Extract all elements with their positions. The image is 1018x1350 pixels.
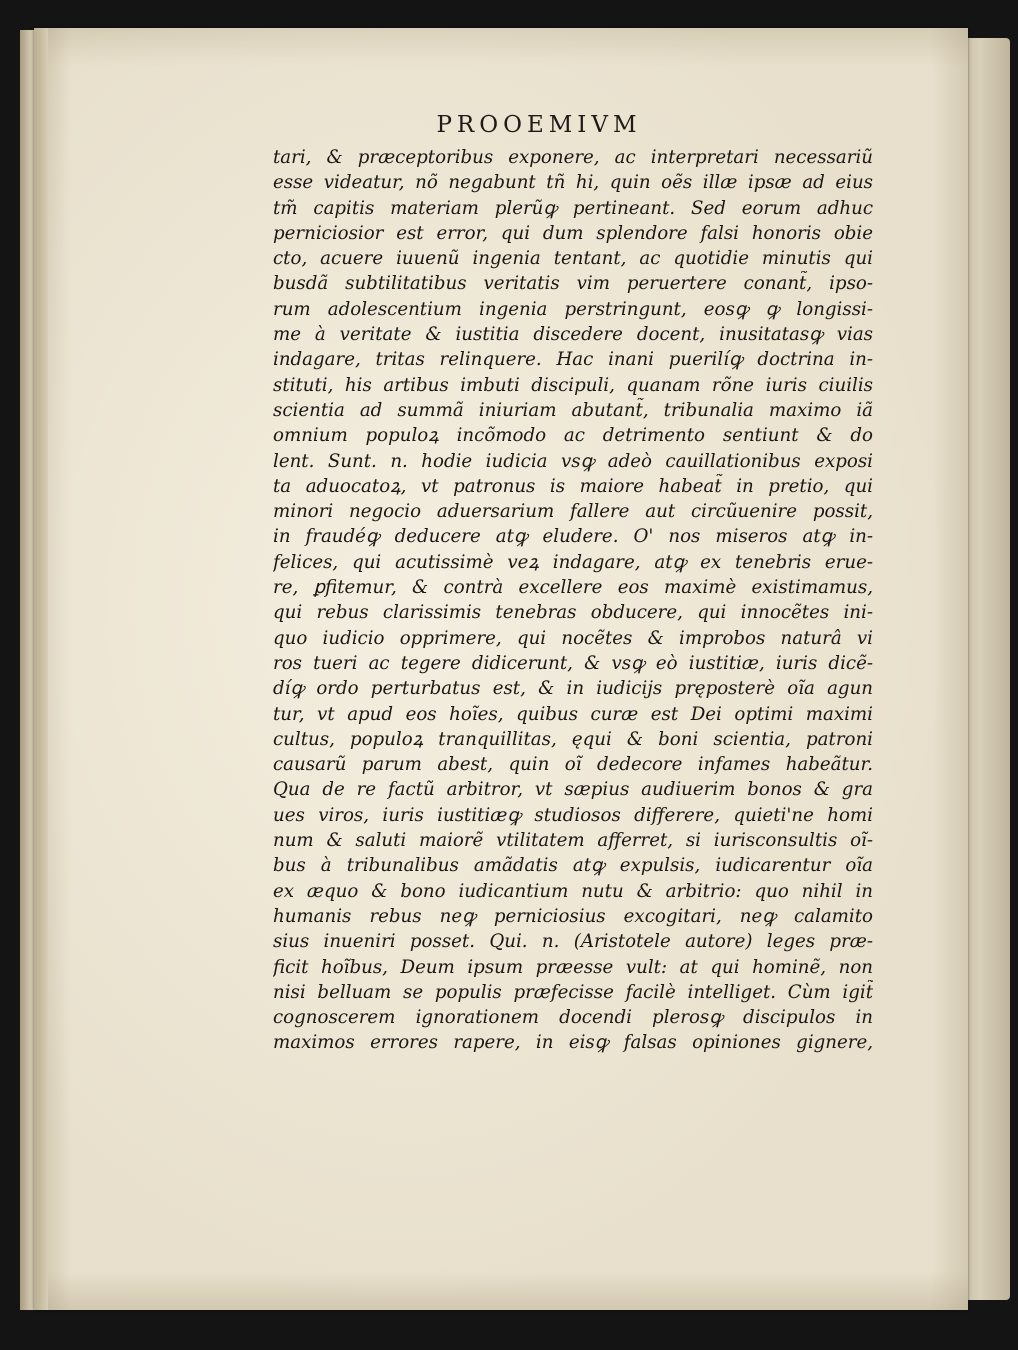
text-line: esse videatur, nõ negabunt tñ hi, quin oẽs illæ ipsæ ad eius bbox=[273, 172, 873, 194]
text-block bbox=[273, 145, 873, 1056]
text-line: rum adolescentium ingenia perstringunt, eosꝙ ꝙ longissi- bbox=[273, 298, 873, 320]
text-line: bus à tribunalibus amãdatis atꝙ expulsis, iudicarentur oĩa bbox=[273, 855, 873, 877]
text-line: cognoscerem ignorationem docendi plerosꝙ discipulos in bbox=[273, 1007, 873, 1029]
text-line: in fraudéꝙ deducere atꝙ eludere. O' nos miseros atꝙ in- bbox=[273, 526, 873, 548]
text-line: ues viros, iuris iustitiæꝙ studiosos differere, quieti'ne homi bbox=[273, 804, 873, 826]
text-line: causarũ parum abest, quin oĩ dedecore infames habeãtur. bbox=[273, 754, 873, 776]
text-line: num & saluti maiorẽ vtilitatem afferret, si iurisconsultis oĩ- bbox=[273, 830, 873, 852]
text-line: ta aduocatoꝝ, vt patronus is maiore habeat̃ in pretio, qui bbox=[273, 475, 873, 497]
text-line: indagare, tritas relinquere. Hac inani puerilíꝙ doctrina in- bbox=[273, 349, 873, 371]
text-line: cultus, populoꝝ tranquillitas, ęqui & boni scientia, patroni bbox=[273, 728, 873, 750]
text-line: díꝙ ordo perturbatus est, & in iudicijs pręposterè oĩa agun bbox=[273, 678, 873, 700]
text-line: ros tueri ac tegere didicerunt, & vsꝙ eò iustitiæ, iuris dicẽ- bbox=[273, 652, 873, 674]
text-line: stituti, his artibus imbuti discipuli, quanam rõne iuris ciuilis bbox=[273, 374, 873, 396]
text-line: qui rebus clarissimis tenebras obducere, qui innocẽtes ini- bbox=[273, 602, 873, 624]
text-line: nisi belluam se populis præfecisse facilè intelliget. Cùm igit̃ bbox=[273, 981, 873, 1003]
text-line: perniciosior est error, qui dum splendore falsi honoris obie bbox=[273, 222, 873, 244]
running-head bbox=[0, 112, 1018, 138]
text-line: re, ꝑfitemur, & contrà excellere eos maximè existimamus, bbox=[273, 577, 873, 599]
text-line: sius inueniri posset. Qui. n. (Aristotele autore) leges præ- bbox=[273, 931, 873, 953]
text-line: lent. Sunt. n. hodie iudicia vsꝙ adeò cauillationibus exposi bbox=[273, 450, 873, 472]
text-line: Qua de re factũ arbitror, vt sæpius audiuerim bonos & gra bbox=[273, 779, 873, 801]
text-line: minori negocio aduersarium fallere aut circũuenire possit, bbox=[273, 501, 873, 523]
text-line: humanis rebus neꝙ perniciosius excogitari, neꝙ calamito bbox=[273, 905, 873, 927]
text-line: tm̃ capitis materiam plerũꝙ pertineant. Sed eorum adhuc bbox=[273, 197, 873, 219]
text-line: busdã subtilitatibus veritatis vim peruertere conant̃, ipso- bbox=[273, 273, 873, 295]
running-head-text: PROOEMIVM bbox=[436, 112, 642, 138]
text-line: cto, acuere iuuenũ ingenia tentant, ac quotidie minutis qui bbox=[273, 248, 873, 270]
text-line: felices, qui acutissimè veꝝ indagare, atꝙ ex tenebris erue- bbox=[273, 551, 873, 573]
text-line: omnium populoꝝ incõmodo ac detrimento sentiunt & do bbox=[273, 425, 873, 447]
text-line: ficit hoĩbus, Deum ipsum præesse vult: at qui hominẽ, non bbox=[273, 956, 873, 978]
text-line: quo iudicio opprimere, qui nocẽtes & improbos naturâ vi bbox=[273, 627, 873, 649]
text-line: me à veritate & iustitia discedere docent, inusitatasꝙ vias bbox=[273, 324, 873, 346]
text-line: tur, vt apud eos hoĩes, quibus curæ est Dei optimi maximi bbox=[273, 703, 873, 725]
text-line: ex æquo & bono iudicantium nutu & arbitrio: quo nihil in bbox=[273, 880, 873, 902]
text-line: tari, & præceptoribus exponere, ac interpretari necessariũ bbox=[273, 147, 873, 168]
text-line: scientia ad summã iniuriam abutant̃, tribunalia maximo iã bbox=[273, 399, 873, 421]
text-line: maximos errores rapere, in eisꝙ falsas opiniones gignere, bbox=[273, 1032, 873, 1054]
page-gutter bbox=[34, 28, 48, 1310]
